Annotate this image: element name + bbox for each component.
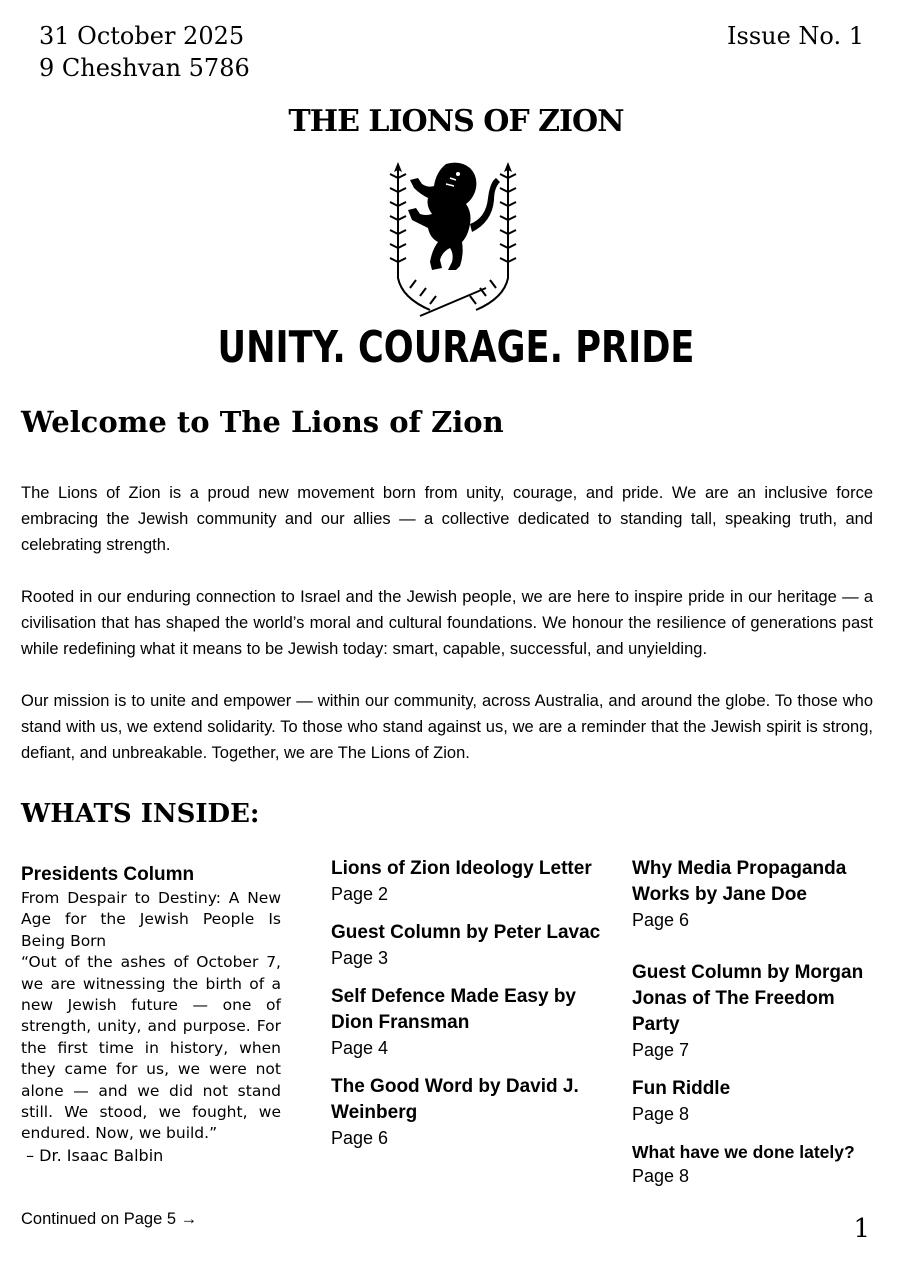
issue-dates <box>39 20 250 84</box>
contents-item-page: Page 2 <box>331 884 389 904</box>
welcome-body <box>21 480 873 792</box>
contents-item-title: Guest Column by Peter Lavac <box>331 922 601 943</box>
contents-item[interactable] <box>632 1140 882 1188</box>
lion-of-judah-emblem-icon <box>380 158 526 323</box>
contents-item[interactable] <box>632 960 882 1062</box>
welcome-paragraph: Rooted in our enduring connection to Israel and the Jewish people, we are here to inspire pride in our heritage — a civilisation that has shaped the world’s moral and cultural foundations. We honour the resilience of generations past while redefining what it means to be Jewish today: smart, capable, successful, and unyielding. <box>21 588 873 658</box>
contents-item[interactable] <box>632 1076 882 1126</box>
whats-inside-heading: WHATS INSIDE: <box>21 799 260 829</box>
date-gregorian: 31 October 2025 <box>39 22 245 50</box>
contents-item-title: Why Media Propaganda Works by Jane Doe <box>632 858 847 905</box>
contents-item-title: What have we done lately? <box>632 1142 855 1162</box>
contents-item[interactable] <box>331 856 621 906</box>
presidents-column-teaser <box>21 862 281 1167</box>
contents-item[interactable] <box>632 856 882 932</box>
page-number: 1 <box>853 1214 870 1244</box>
contents-item-title: Self Defence Made Easy by Dion Fransman <box>331 986 576 1033</box>
welcome-paragraph: Our mission is to unite and empower — within our community, across Australia, and around the globe. To those who stand with us, we extend solidarity. To those who stand against us, we are a reminder that the Jewish spirit is strong, defiant, and unbreakable. Together, we are The Lions of Zion. <box>21 692 873 762</box>
masthead-title: THE LIONS OF ZION <box>288 104 624 139</box>
continued-link[interactable]: Continued on Page 5 → <box>21 1210 198 1228</box>
presidents-column-subtitle: From Despair to Destiny: A New Age for the Jewish People Is Being Born <box>21 889 281 950</box>
contents-item-page: Page 6 <box>632 910 690 930</box>
contents-item-title: Lions of Zion Ideology Letter <box>331 858 592 879</box>
contents-item-page: Page 8 <box>632 1166 690 1186</box>
contents-item-title: The Good Word by David J. Weinberg <box>331 1076 579 1123</box>
contents-item[interactable] <box>331 1074 621 1150</box>
contents-column-2 <box>331 856 621 1164</box>
presidents-column-author: – Dr. Isaac Balbin <box>21 1145 164 1165</box>
tagline: UNITY. COURAGE. PRIDE <box>217 322 695 373</box>
date-hebrew: 9 Cheshvan 5786 <box>39 54 250 82</box>
contents-item-page: Page 7 <box>632 1040 690 1060</box>
contents-item-title: Guest Column by Morgan Jonas of The Freedom Party <box>632 962 864 1035</box>
contents-item[interactable] <box>331 920 621 970</box>
issue-number: Issue No. 1 <box>727 22 864 50</box>
welcome-paragraph: The Lions of Zion is a proud new movement born from unity, courage, and pride. We are an inclusive force embracing the Jewish community and our allies — a collective dedicated to standing tall, speaking truth, and celebrating strength. <box>21 484 873 554</box>
contents-item-title: Fun Riddle <box>632 1078 731 1099</box>
welcome-heading: Welcome to The Lions of Zion <box>21 405 504 439</box>
contents-item-page: Page 6 <box>331 1128 389 1148</box>
contents-item-page: Page 3 <box>331 948 389 968</box>
contents-column-3 <box>632 856 882 1202</box>
presidents-column-quote: “Out of the ashes of October 7, we are witnessing the birth of a new Jewish future — one of strength, unity, and purpose. For the first time in history, when they came for us, we were not alone — and we did not stand still. We stood, we fought, we endured. Now, we build.” <box>21 953 281 1143</box>
contents-item[interactable] <box>331 984 621 1060</box>
presidents-column-title: Presidents Column <box>21 864 195 885</box>
contents-item-page: Page 4 <box>331 1038 389 1058</box>
contents-item-page: Page 8 <box>632 1104 690 1124</box>
